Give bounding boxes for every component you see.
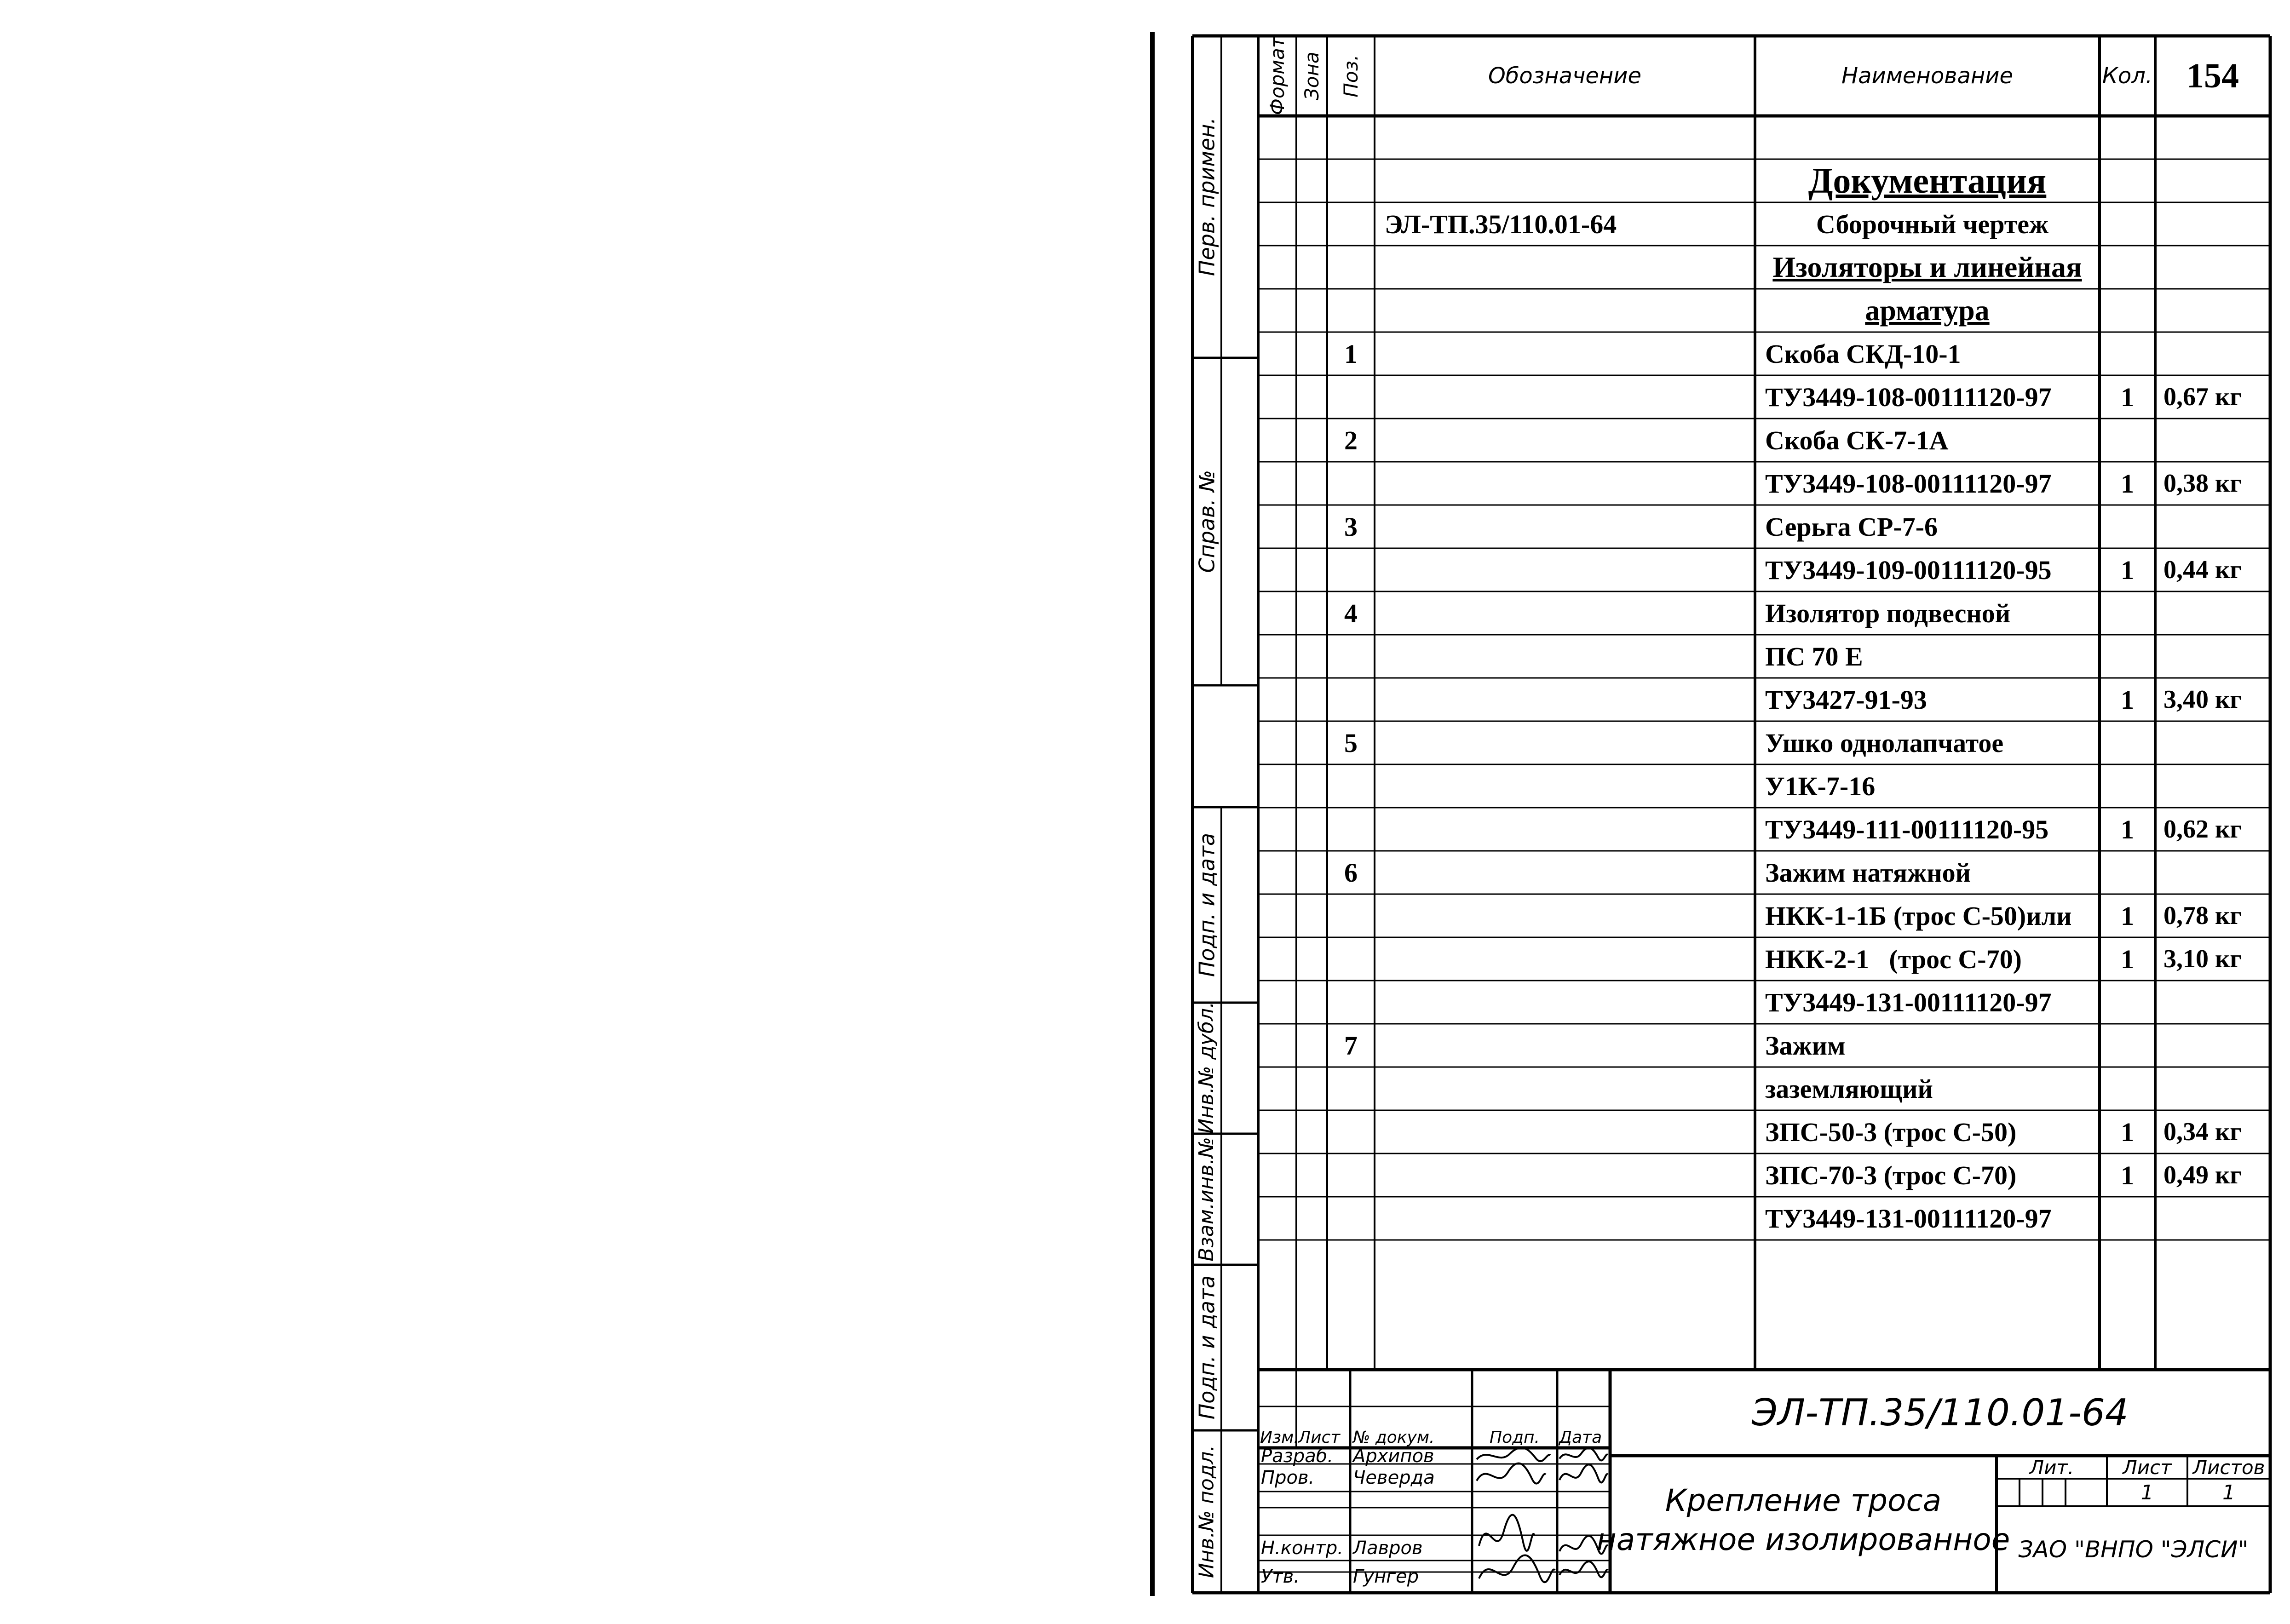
row-note: 3,10 кг: [2163, 945, 2242, 973]
role-label: [1258, 1492, 1350, 1508]
row-name: Серьга СР-7-6: [1765, 511, 1938, 542]
row-designation: [1375, 1153, 1755, 1197]
row-designation: [1375, 764, 1755, 808]
row-pos: 5: [1344, 728, 1358, 758]
listov-label: Листов: [2192, 1456, 2265, 1479]
row-note: 3,40 кг: [2163, 685, 2242, 714]
row-qty: [2100, 289, 2155, 332]
side-vzam-inv: Взам.инв.№: [1195, 1137, 1219, 1262]
row-note: [2155, 116, 2270, 159]
row-name: Зажим натяжной: [1765, 857, 1971, 888]
row-qty: [2100, 159, 2155, 202]
row-designation: [1375, 937, 1755, 981]
col-podp: Подп.: [1490, 1428, 1540, 1447]
header-pos: Поз.: [1339, 54, 1362, 98]
row-pos: [1327, 246, 1375, 289]
page-number: 154: [2186, 56, 2239, 95]
row-note: [2155, 505, 2270, 548]
row-pos: [1327, 548, 1375, 591]
row-note: 0,78 кг: [2163, 901, 2242, 930]
signature-prov: [1477, 1463, 1546, 1484]
row-designation: [1375, 591, 1755, 635]
header-qty: Кол.: [2102, 63, 2153, 89]
col-list: Лист: [1298, 1428, 1341, 1447]
row-designation: [1375, 981, 1755, 1024]
header-format: Формат: [1266, 36, 1289, 115]
row-pos: [1327, 462, 1375, 505]
row-pos: 7: [1344, 1030, 1358, 1061]
role-name: [1350, 1492, 1472, 1508]
side-inv-podl: Инв.№ подл.: [1195, 1445, 1219, 1578]
list-value: 1: [2140, 1481, 2154, 1504]
row-note: 0,67 кг: [2163, 383, 2242, 411]
role-name: Гунгер: [1353, 1566, 1419, 1587]
side-podp-data-2: Подп. и дата: [1194, 1275, 1219, 1420]
date-razrab: [1559, 1448, 1608, 1460]
row-name: ЗПС-50-3 (трос С-50): [1765, 1117, 2017, 1147]
row-pos: [1327, 289, 1375, 332]
row-name: Ушко однолапчатое: [1765, 728, 2004, 758]
side-perv-primen: Перв. примен.: [1194, 117, 1219, 276]
row-pos: [1327, 894, 1375, 937]
row-pos: [1327, 678, 1375, 721]
row-pos: [1327, 1110, 1375, 1153]
row-name: У1К-7-16: [1765, 771, 1876, 801]
organization: ЗАО "ВНПО "ЭЛСИ": [2018, 1536, 2249, 1563]
row-pos: 3: [1344, 511, 1358, 542]
row-designation: [1375, 1197, 1755, 1240]
row-note: 0,34 кг: [2163, 1118, 2242, 1146]
lit-label: Лит.: [2029, 1456, 2074, 1479]
row-designation: [1375, 1067, 1755, 1110]
row-qty: 1: [2121, 555, 2134, 585]
row-qty: [2100, 116, 2155, 159]
row-designation: [1375, 462, 1755, 505]
row-pos: [1327, 116, 1375, 159]
role-name: Лавров: [1353, 1537, 1423, 1559]
row-designation: [1375, 1110, 1755, 1153]
side-sprav-no: Справ. №: [1194, 470, 1219, 573]
row-designation: [1375, 635, 1755, 678]
row-pos: [1327, 1197, 1375, 1240]
header-zone: Зона: [1300, 52, 1323, 100]
row-qty: [2100, 1197, 2155, 1240]
row-name: ТУ3427-91-93: [1765, 684, 1927, 715]
list-label: Лист: [2123, 1456, 2172, 1479]
row-designation: [1375, 375, 1755, 419]
title-doc-code: ЭЛ-ТП.35/110.01-64: [1752, 1391, 2129, 1434]
row-qty: [2100, 246, 2155, 289]
row-designation: [1375, 1024, 1755, 1067]
row-note: [2155, 851, 2270, 894]
signature-utv: [1479, 1555, 1555, 1582]
side-inv-dubl: Инв.№ дубл.: [1195, 1001, 1219, 1134]
row-designation: [1375, 419, 1755, 462]
row-name: Изоляторы и линейная: [1772, 251, 2082, 283]
row-qty: [2100, 981, 2155, 1024]
title-line-2: натяжное изолированное: [1596, 1522, 2010, 1557]
side-podp-data-1: Подп. и дата: [1194, 832, 1219, 977]
row-note: [2155, 332, 2270, 375]
row-name: Зажим: [1765, 1030, 1846, 1061]
role-name: Архипов: [1353, 1445, 1434, 1467]
role-name: Чеверда: [1353, 1467, 1435, 1488]
col-doc: № докум.: [1353, 1428, 1435, 1447]
row-pos: [1327, 764, 1375, 808]
row-qty: [2100, 1024, 2155, 1067]
row-designation: [1375, 851, 1755, 894]
row-name: Скоба СКД-10-1: [1765, 339, 1961, 369]
row-pos: [1327, 159, 1375, 202]
row-name: Документация: [1808, 161, 2047, 201]
row-note: [2155, 289, 2270, 332]
row-designation: [1375, 721, 1755, 764]
row-name: ТУ3449-108-00111120-97: [1765, 382, 2052, 412]
row-qty: [2100, 419, 2155, 462]
row-designation: ЭЛ-ТП.35/110.01-64: [1385, 209, 1617, 239]
row-pos: [1327, 1067, 1375, 1110]
row-note: [2155, 419, 2270, 462]
row-designation: [1375, 116, 1755, 159]
date-prov: [1559, 1464, 1608, 1482]
row-pos: [1327, 375, 1375, 419]
row-designation: [1375, 894, 1755, 937]
col-izm: Изм.: [1260, 1428, 1299, 1447]
col-data: Дата: [1559, 1428, 1602, 1447]
row-designation: [1375, 332, 1755, 375]
row-designation: [1375, 505, 1755, 548]
role-label: Утв.: [1261, 1566, 1300, 1587]
row-note: [2155, 246, 2270, 289]
row-pos: [1327, 1153, 1375, 1197]
row-name: Скоба СК-7-1А: [1765, 425, 1949, 455]
row-qty: [2100, 332, 2155, 375]
row-note: 0,44 кг: [2163, 556, 2242, 584]
row-pos: 6: [1344, 857, 1358, 888]
row-designation: [1375, 808, 1755, 851]
row-designation: [1375, 678, 1755, 721]
header-name: Наименование: [1841, 63, 2013, 89]
row-note: [2155, 635, 2270, 678]
row-note: 0,62 кг: [2163, 815, 2242, 844]
row-name: ТУ3449-111-00111120-95: [1765, 814, 2049, 844]
row-pos: [1327, 202, 1375, 246]
row-note: [2155, 159, 2270, 202]
title-line-1: Крепление троса: [1665, 1483, 1942, 1518]
row-note: [2155, 1197, 2270, 1240]
row-qty: 1: [2121, 468, 2134, 499]
row-name: [1755, 116, 2100, 159]
row-qty: 1: [2121, 684, 2134, 715]
row-name: Сборочный чертеж: [1816, 209, 2049, 239]
row-note: 0,49 кг: [2163, 1161, 2242, 1189]
role-label: Разраб.: [1261, 1445, 1334, 1467]
row-name: Изолятор подвесной: [1765, 598, 2011, 628]
row-designation: [1375, 289, 1755, 332]
row-designation: [1375, 548, 1755, 591]
row-qty: [2100, 851, 2155, 894]
row-pos: [1327, 981, 1375, 1024]
row-pos: [1327, 808, 1375, 851]
listov-value: 1: [2222, 1481, 2235, 1504]
row-pos: 2: [1344, 425, 1358, 455]
signature-razrab: [1477, 1448, 1550, 1461]
row-designation: [1375, 246, 1755, 289]
row-note: [2155, 764, 2270, 808]
header-designation: Обозначение: [1488, 63, 1642, 89]
row-pos: [1327, 635, 1375, 678]
row-name: ТУ3449-108-00111120-97: [1765, 468, 2052, 499]
row-qty: [2100, 202, 2155, 246]
row-pos: 4: [1344, 598, 1358, 628]
row-pos: [1327, 937, 1375, 981]
row-name: ТУ3449-131-00111120-97: [1765, 1203, 2052, 1234]
row-qty: [2100, 1067, 2155, 1110]
row-qty: 1: [2121, 944, 2134, 974]
row-note: [2155, 1024, 2270, 1067]
row-qty: [2100, 505, 2155, 548]
row-note: [2155, 721, 2270, 764]
row-designation: [1375, 159, 1755, 202]
row-name: НКК-1-1Б (трос С-50)или: [1765, 901, 2072, 931]
row-note: [2155, 202, 2270, 246]
row-pos: 1: [1344, 339, 1358, 369]
row-qty: 1: [2121, 1160, 2134, 1190]
date-utv: [1559, 1561, 1608, 1577]
row-name: арматура: [1865, 294, 1990, 327]
row-qty: [2100, 721, 2155, 764]
row-qty: 1: [2121, 1117, 2134, 1147]
row-qty: [2100, 764, 2155, 808]
row-name: заземляющий: [1765, 1073, 1933, 1104]
role-label: Н.контр.: [1261, 1537, 1343, 1559]
row-note: [2155, 981, 2270, 1024]
row-qty: 1: [2121, 901, 2134, 931]
row-name: ТУ3449-131-00111120-97: [1765, 987, 2052, 1017]
row-note: [2155, 1067, 2270, 1110]
row-name: ЗПС-70-3 (трос С-70): [1765, 1160, 2017, 1190]
signature-nkontr: [1479, 1515, 1534, 1551]
row-qty: [2100, 591, 2155, 635]
row-note: 0,38 кг: [2163, 469, 2242, 498]
row-qty: 1: [2121, 814, 2134, 844]
row-name: НКК-2-1 (трос С-70): [1765, 944, 2022, 974]
role-label: Пров.: [1261, 1467, 1315, 1488]
row-note: [2155, 591, 2270, 635]
row-name: ПС 70 Е: [1765, 641, 1863, 671]
row-qty: 1: [2121, 382, 2134, 412]
row-qty: [2100, 635, 2155, 678]
row-name: ТУ3449-109-00111120-95: [1765, 555, 2052, 585]
